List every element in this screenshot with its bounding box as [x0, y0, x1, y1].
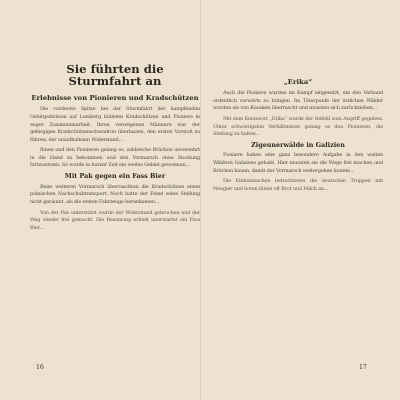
paragraph: Die vorderste Spitze bei der Sturmfahrt der kampfenden Gebirgsdivision auf Lemberg bildeten Kradschützen und Pioniere in enger Zusammenarbeit. Ihren verwegenen Männern war der gebirgigen Kradschützenschwadron überlassen, den ersten Vorstoß zu führen, der unaufhaltsam Widerstand...: [30, 106, 200, 143]
paragraph: Auch die Pioniere wurden im Kampf eingesetzt, um den Verband ordentlich vorwärts zu bringen. Im Täterpunkt der östlichen Wälder wurden sie von Kosaken überrascht und mussten sich zurückziehen...: [213, 90, 383, 112]
left-page: [30, 64, 200, 235]
section-title: „Erika“: [283, 78, 313, 86]
section-title: Mit Pak gegen ein Fass Bier: [64, 172, 166, 181]
page-title: Sie führten die Sturmfahrt an: [66, 62, 164, 88]
right-page: [213, 79, 383, 196]
gutter: [200, 0, 201, 400]
paragraph: Die Einheimischen betrachteten die deutschen Truppen mit Neugier und boten ihnen oft Brot und Milch an...: [213, 178, 383, 192]
section-title: Zigeunerwälde in Galizien: [251, 140, 345, 149]
paragraph: Mit dem Kennwort „Erika“ wurde der Befehl zum Angriff gegeben. Unter schwierigsten Verhältnissen gelang es den Pionieren, die Stellung zu halten...: [213, 115, 383, 138]
page-number: 16: [36, 364, 44, 371]
paragraph: Pioniere haben eine ganz besondere Aufgabe in den weiten Wäldern Galiziens gehabt. Hier mussten sie die Wege frei machen und Brücken bauen, damit der Vormarsch weitergehen konnte...: [213, 152, 383, 174]
page-number: 17: [359, 364, 367, 371]
paragraph: Beim weiteren Vormarsch überraschten die Kradschützen einen polnischen Nachschubtransport. Noch hatte der Feind seine Stellung nicht geräumt, als die ersten Fahrzeuge herankamen...: [30, 183, 200, 205]
paragraph: Von der Pak unterstützt wurde der Widerstand gebrochen und der Weg wieder frei gemacht. Die Besatzung erhielt unerwartet ein Fass Bier...: [30, 209, 200, 231]
paragraph: Ihnen und den Pionieren gelang es, zahlreiche Brücken unversehrt in die Hand zu bekommen und den Vormarsch ohne Stockung fortzusetzen. So wurde in kurzer Zeit ein weites Gebiet gewonnen...: [30, 147, 200, 169]
section-title: Erlebnisse von Pionieren und Kradschützen: [31, 94, 199, 103]
